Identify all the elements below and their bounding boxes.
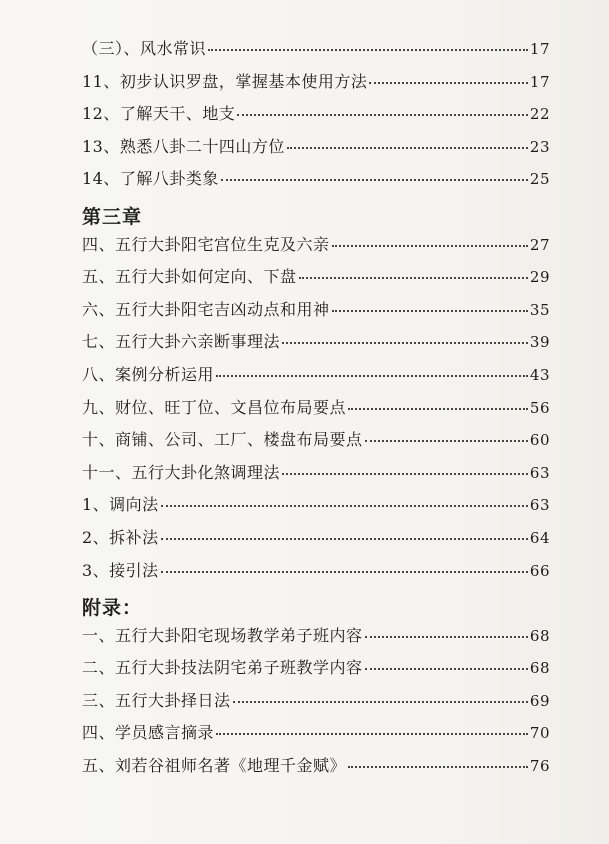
toc-entry — [82, 69, 550, 102]
toc-entry-page-number: 17 — [529, 72, 550, 91]
toc-entry — [82, 101, 550, 134]
toc-entry-page-number: 76 — [529, 757, 550, 776]
toc-entry-page-number: 60 — [529, 431, 550, 450]
dot-leader — [161, 570, 528, 573]
dot-leader — [233, 700, 528, 703]
toc-entry-title: 三、五行大卦择日法 — [82, 690, 231, 710]
toc-entry-page-number: 23 — [529, 137, 550, 156]
toc-entry — [82, 623, 550, 656]
toc-entry-title: 七、五行大卦六亲断事理法 — [82, 332, 281, 352]
toc-entry-page-number: 29 — [529, 268, 550, 287]
dot-leader — [161, 537, 528, 540]
dot-leader — [365, 439, 528, 442]
dot-leader — [216, 732, 528, 735]
dot-leader — [221, 178, 528, 181]
toc-entry-page-number: 25 — [529, 170, 550, 189]
toc-entry — [82, 362, 550, 395]
toc-entry-page-number: 35 — [529, 300, 550, 319]
chapter-heading: 第三章 — [82, 205, 143, 228]
toc-entry-page-number: 66 — [529, 561, 550, 580]
toc-entry-title: 九、财位、旺丁位、文昌位布局要点 — [82, 397, 347, 417]
toc-entry — [82, 232, 550, 265]
toc-entry-title: 11、初步认识罗盘，掌握基本使用方法 — [82, 71, 368, 91]
toc-entry-page-number: 27 — [529, 235, 550, 254]
dot-leader — [282, 341, 528, 344]
toc-entry — [82, 427, 550, 460]
dot-leader — [369, 81, 528, 84]
toc-entry-page-number: 17 — [529, 40, 550, 58]
toc-entry-title: 十、商铺、公司、工厂、楼盘布局要点 — [82, 430, 363, 450]
table-of-contents — [82, 36, 550, 786]
toc-entry-title: 3、接引法 — [82, 560, 159, 580]
toc-entry — [82, 492, 550, 525]
dot-leader — [216, 374, 528, 377]
toc-entry-title: 13、熟悉八卦二十四山方位 — [82, 136, 285, 156]
toc-entry-page-number: 63 — [529, 496, 550, 515]
toc-entry-title: 2、拆补法 — [82, 527, 159, 547]
dot-leader — [299, 276, 528, 279]
toc-entry-title: 二、五行大卦技法阴宅弟子班教学内容 — [82, 658, 363, 678]
toc-entry-page-number: 70 — [529, 724, 550, 743]
dot-leader — [348, 765, 528, 768]
toc-entry — [82, 460, 550, 493]
toc-entry — [82, 720, 550, 753]
toc-entry-page-number: 43 — [529, 365, 550, 384]
dot-leader — [208, 48, 528, 51]
dot-leader — [287, 146, 528, 149]
dot-leader — [237, 113, 528, 116]
appendix-heading: 附录： — [82, 596, 143, 619]
toc-entry-title: 五、刘若谷祖师名著《地理千金赋》 — [82, 756, 347, 776]
toc-section-top — [82, 36, 550, 199]
toc-entry-title: 12、了解天干、地支 — [82, 104, 236, 124]
toc-entry — [82, 329, 550, 362]
toc-section-appendix — [82, 623, 550, 786]
toc-entry-title: 1、调向法 — [82, 495, 159, 515]
toc-entry-page-number: 22 — [529, 105, 550, 124]
toc-entry-page-number: 56 — [529, 398, 550, 417]
toc-entry — [82, 297, 550, 330]
toc-entry-page-number: 39 — [529, 333, 550, 352]
toc-entry-title: 五、五行大卦如何定向、下盘 — [82, 267, 297, 287]
toc-entry — [82, 753, 550, 786]
toc-entry — [82, 264, 550, 297]
dot-leader — [332, 309, 528, 312]
toc-entry — [82, 134, 550, 167]
dot-leader — [348, 407, 528, 410]
toc-section-chapter3 — [82, 232, 550, 591]
toc-entry — [82, 395, 550, 428]
toc-entry-title: 六、五行大卦阳宅吉凶动点和用神 — [82, 299, 330, 319]
toc-entry — [82, 688, 550, 721]
dot-leader — [365, 667, 528, 670]
toc-entry-title: 四、学员感言摘录 — [82, 723, 215, 743]
toc-entry-page-number: 63 — [529, 463, 550, 482]
toc-entry — [82, 525, 550, 558]
toc-entry — [82, 36, 550, 69]
toc-entry-title: 四、五行大卦阳宅宫位生克及六亲 — [82, 234, 330, 254]
toc-entry — [82, 166, 550, 199]
dot-leader — [365, 635, 528, 638]
dot-leader — [332, 244, 528, 247]
toc-entry-page-number: 64 — [529, 528, 550, 547]
toc-entry-page-number: 69 — [529, 691, 550, 710]
toc-entry — [82, 558, 550, 591]
toc-entry-title: 14、了解八卦类象 — [82, 169, 219, 189]
toc-entry-title: 一、五行大卦阳宅现场教学弟子班内容 — [82, 625, 363, 645]
toc-entry-title: 八、案例分析运用 — [82, 364, 215, 384]
dot-leader — [161, 504, 528, 507]
toc-entry-page-number: 68 — [529, 659, 550, 678]
toc-entry-page-number: 68 — [529, 626, 550, 645]
dot-leader — [282, 472, 528, 475]
toc-entry-title: （三）、风水常识 — [82, 39, 207, 58]
toc-entry — [82, 655, 550, 688]
toc-entry-title: 十一、五行大卦化煞调理法 — [82, 462, 281, 482]
